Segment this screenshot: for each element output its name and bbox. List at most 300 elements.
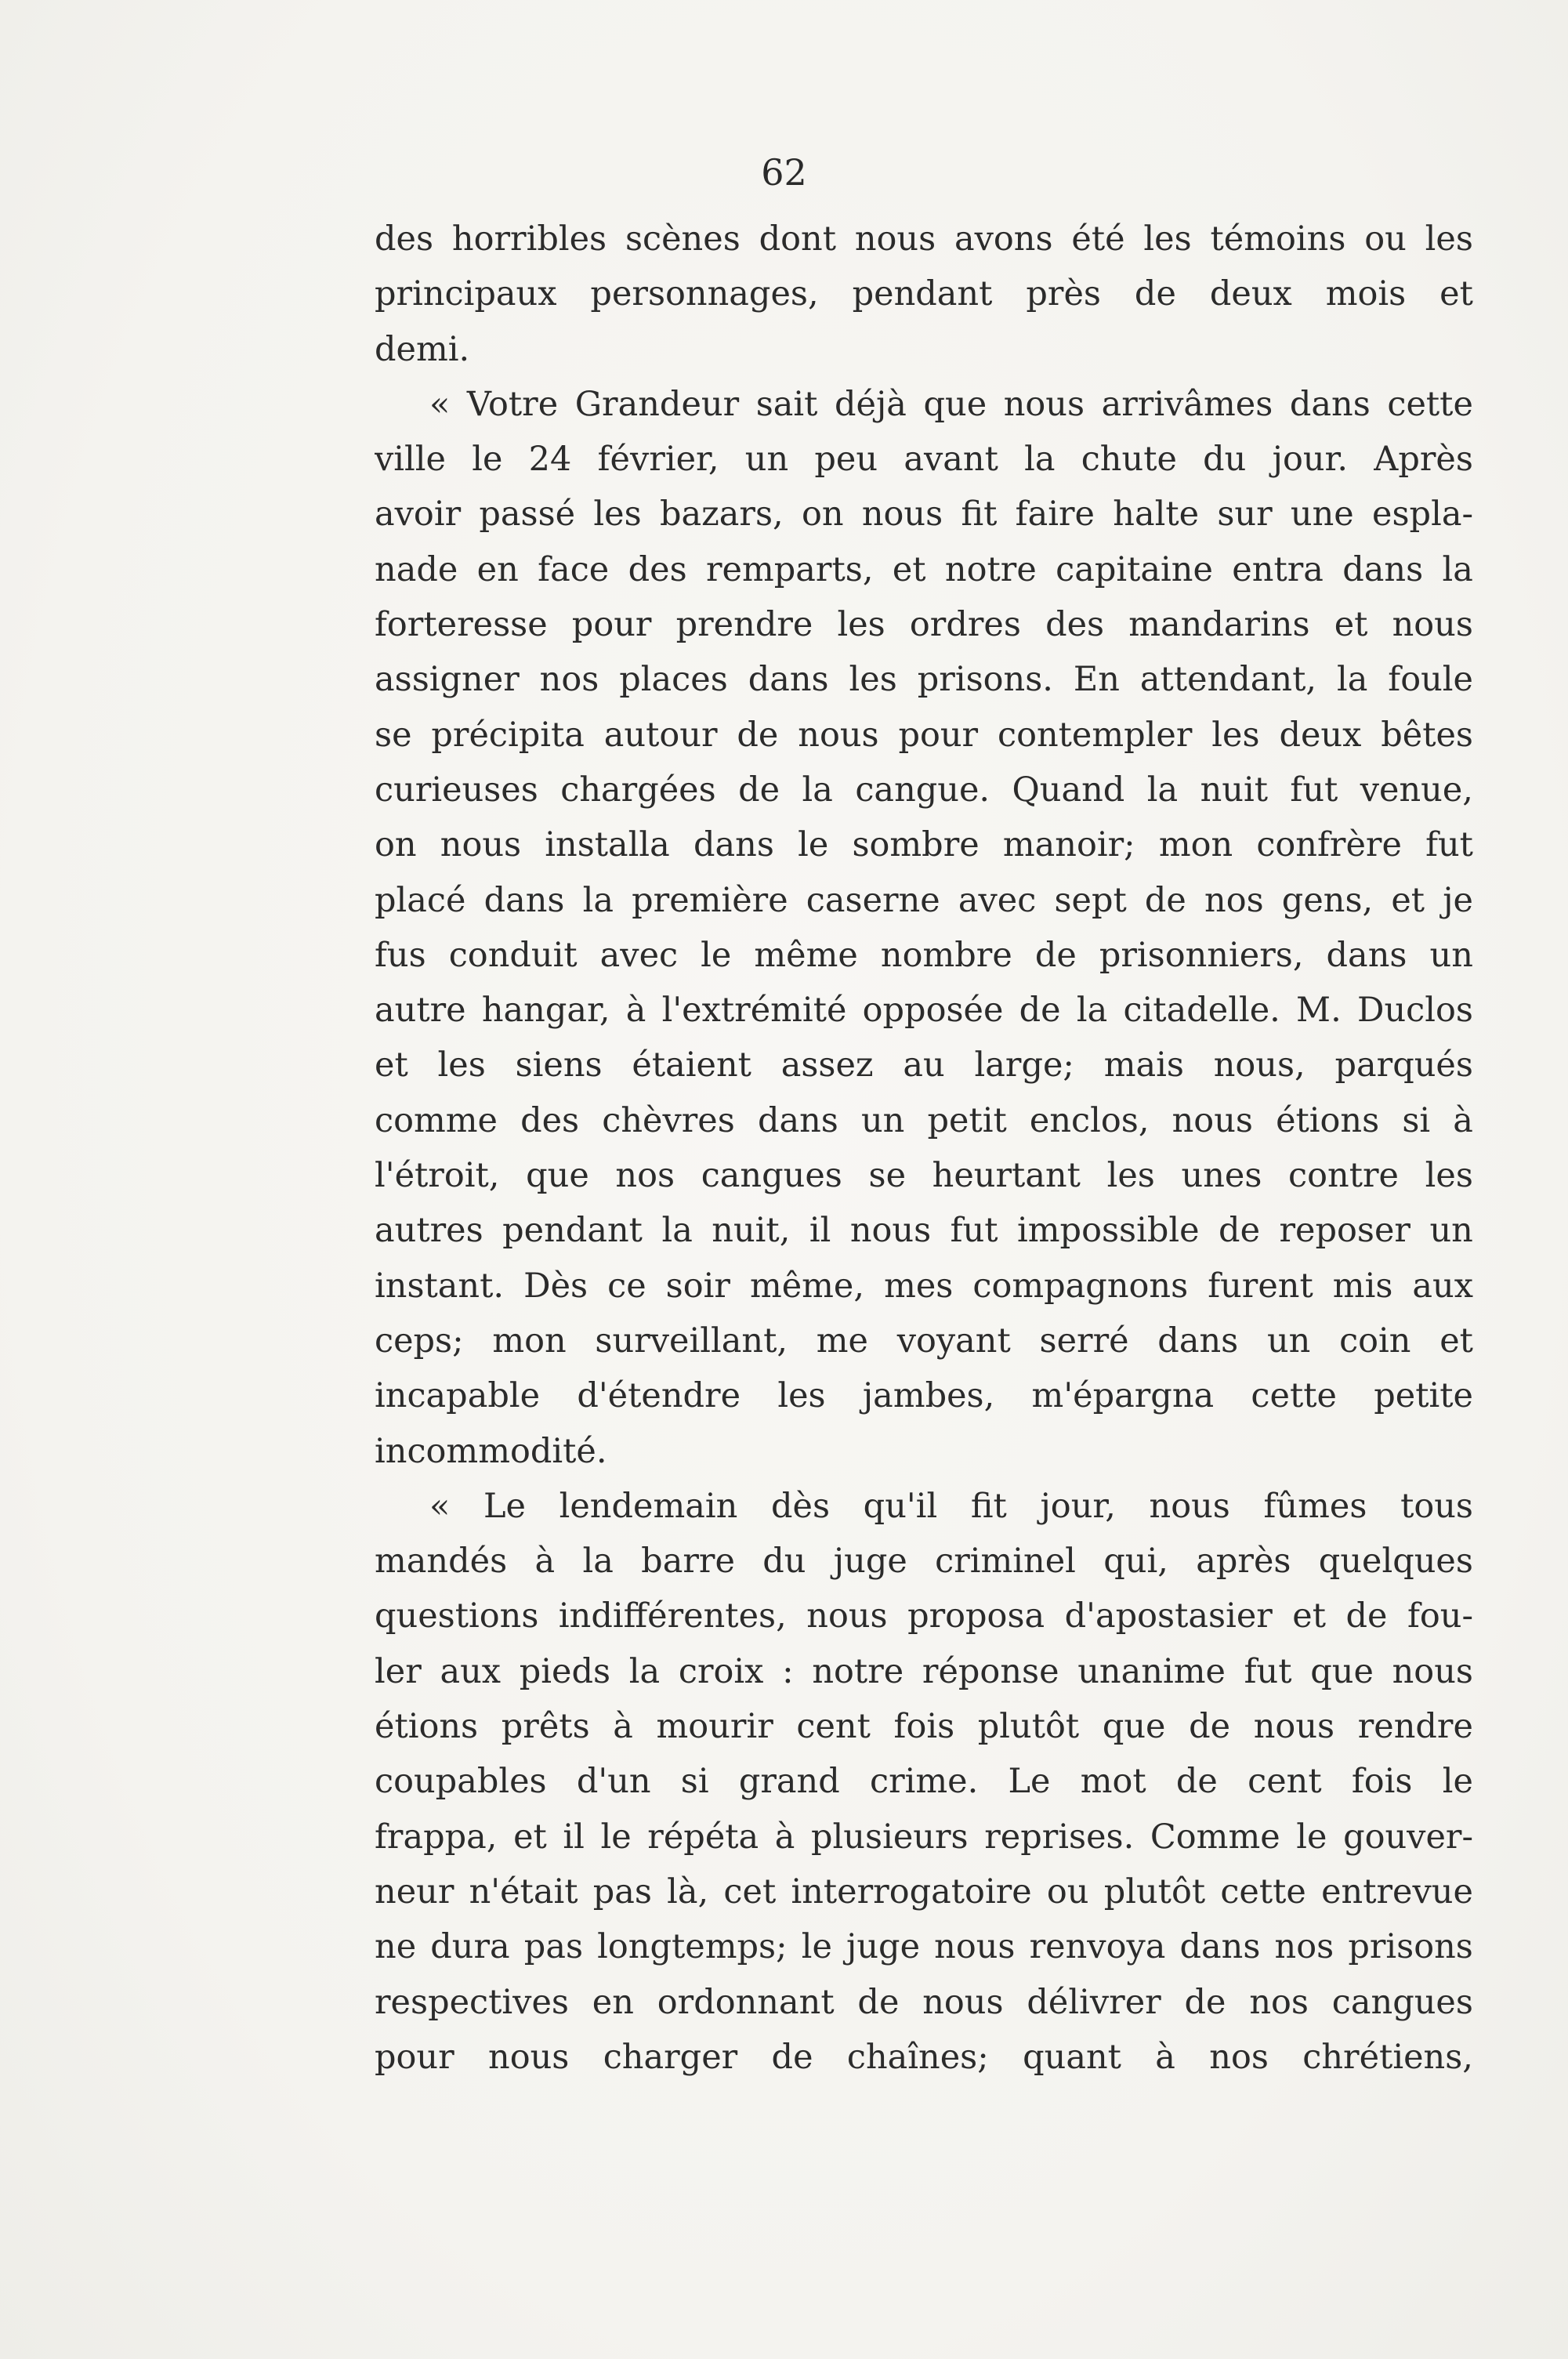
word: assigner (375, 660, 520, 700)
word: les (1211, 715, 1260, 755)
word: nous (1149, 1486, 1230, 1526)
text-line (375, 1589, 1473, 1643)
word: me (816, 1321, 868, 1361)
word: pieds (519, 1651, 611, 1691)
word: personnages, (590, 274, 819, 314)
word: pendant (502, 1211, 643, 1251)
word: unanime (1077, 1651, 1226, 1691)
word: dans (1157, 1321, 1239, 1361)
word: ville (375, 440, 446, 480)
word: le (1442, 1762, 1473, 1802)
word: En (1073, 660, 1120, 700)
word: prisonniers, (1099, 935, 1304, 975)
word: la (1024, 440, 1056, 480)
word: il (563, 1817, 585, 1857)
word: contempler (997, 715, 1193, 755)
word: cangues (701, 1156, 842, 1196)
word: nous (854, 219, 936, 259)
word: Comme (1150, 1817, 1280, 1857)
word: dans (1326, 935, 1407, 975)
word: n'était (469, 1872, 578, 1911)
word: pas (523, 1927, 584, 1967)
word: peu (814, 440, 878, 480)
word: que (1310, 1651, 1374, 1691)
word: remparts, (705, 549, 874, 589)
word: février, (597, 440, 719, 480)
word: longtemps; (597, 1927, 788, 1967)
word: de (771, 2037, 813, 2077)
word: charger (603, 2037, 738, 2077)
word: furent (1208, 1266, 1313, 1306)
word: jour. (1272, 440, 1349, 480)
word: heurtant (932, 1156, 1081, 1196)
word: on (801, 495, 844, 534)
word: même, (749, 1266, 865, 1306)
word: nous (1003, 384, 1085, 424)
word: Votre (466, 384, 559, 424)
word: et (1334, 605, 1368, 645)
word: fou- (1407, 1596, 1473, 1636)
text-line (375, 1203, 1473, 1258)
word: fit (970, 1486, 1007, 1526)
word: et (513, 1817, 547, 1857)
word: dans (1289, 384, 1371, 424)
word: là, (667, 1872, 709, 1911)
word: nous (488, 2037, 570, 2077)
text-line (375, 597, 1473, 652)
word: chute (1081, 440, 1177, 480)
word: Le (483, 1486, 526, 1526)
word: criminel (935, 1542, 1076, 1582)
word: nous (440, 825, 522, 865)
word: sur (1217, 495, 1273, 534)
word: capitaine (1056, 549, 1213, 589)
word: ou (1046, 1872, 1089, 1911)
word: nuit, (712, 1211, 791, 1251)
word: renvoya (1029, 1927, 1166, 1967)
word: les (437, 1045, 486, 1085)
word: nous (1392, 1651, 1473, 1691)
word: cangues (1331, 1982, 1473, 2022)
word: et (1439, 1321, 1473, 1361)
word: barre (641, 1542, 735, 1582)
word: Duclos (1356, 991, 1473, 1031)
word: à (534, 1542, 556, 1582)
word: étions (1276, 1100, 1380, 1140)
word: horribles (451, 219, 607, 259)
word: ordres (909, 605, 1021, 645)
word: cangue. (855, 770, 990, 810)
word: les (777, 1376, 826, 1416)
word: hangar, (481, 991, 610, 1031)
word: fit (961, 495, 998, 534)
word: chargées (560, 770, 716, 810)
word: et (375, 1045, 408, 1085)
word: m'épargna (1031, 1376, 1215, 1416)
word: fut (1425, 825, 1473, 865)
word: un (1429, 1211, 1473, 1251)
word: tous (1400, 1486, 1473, 1526)
word: avoir (375, 495, 462, 534)
word: fut (1290, 770, 1338, 810)
word: nous (1171, 1100, 1253, 1140)
word: frappa, (375, 1817, 498, 1857)
word: les (1425, 1156, 1473, 1196)
word: cet (723, 1872, 777, 1911)
word: petit (927, 1100, 1007, 1140)
word: nos (1274, 1927, 1334, 1967)
word: fut (950, 1211, 998, 1251)
word: soir (665, 1266, 730, 1306)
word: Dès (523, 1266, 588, 1306)
word: dura (430, 1927, 510, 1967)
page-number: 62 (761, 151, 807, 194)
word: bazars, (659, 495, 784, 534)
word: de (737, 715, 779, 755)
word: placé (375, 880, 466, 920)
word: reposer (1279, 1211, 1410, 1251)
word: mais (1103, 1045, 1184, 1085)
word: curieuses (375, 770, 538, 810)
word: demi. (375, 329, 470, 369)
word: faire (1015, 495, 1095, 534)
word: prêts (501, 1707, 590, 1747)
word: fois (1351, 1762, 1413, 1802)
word: autre (375, 991, 466, 1031)
word: respectives (375, 1982, 569, 2022)
word: dans (1179, 1927, 1261, 1967)
word: voyant (896, 1321, 1011, 1361)
word: ce (607, 1266, 646, 1306)
text-line (375, 1368, 1473, 1423)
word: nos (1209, 2037, 1269, 2077)
word: quelques (1318, 1542, 1473, 1582)
word: l'étroit, (375, 1156, 500, 1196)
text-line (375, 266, 1473, 321)
text-line (375, 1699, 1473, 1754)
word: entra (1232, 549, 1324, 589)
word: mandarins (1128, 605, 1310, 645)
word: le (798, 825, 829, 865)
word: de (1034, 935, 1077, 975)
word: avons (954, 219, 1053, 259)
word: entrevue (1321, 1872, 1473, 1911)
word: et (892, 549, 926, 589)
word: le (1296, 1817, 1327, 1857)
word: assez (780, 1045, 874, 1085)
word: des (375, 219, 434, 259)
word: en (476, 549, 519, 589)
word: instant. (375, 1266, 505, 1306)
word: bêtes (1381, 715, 1473, 755)
word: le (600, 1817, 632, 1857)
word: neur (375, 1872, 454, 1911)
word: arrivâmes (1101, 384, 1273, 424)
word: deux (1209, 274, 1292, 314)
word: plutôt (1103, 1872, 1206, 1911)
word: interrogatoire (791, 1872, 1032, 1911)
word: les (1106, 1156, 1155, 1196)
word: gouver- (1343, 1817, 1473, 1857)
word: mourir (656, 1707, 773, 1747)
word: plusieurs (811, 1817, 969, 1857)
word: cette (1387, 384, 1473, 424)
word: que (923, 384, 987, 424)
word: face (538, 549, 610, 589)
word: opposée (862, 991, 1004, 1031)
word: première (632, 880, 788, 920)
word: crime. (870, 1762, 979, 1802)
word: proposa (907, 1596, 1045, 1636)
word: confrère (1256, 825, 1402, 865)
word: sait (755, 384, 818, 424)
word: large; (974, 1045, 1074, 1085)
word: coin (1339, 1321, 1411, 1361)
word: pour (375, 2037, 454, 2077)
text-line (375, 322, 1473, 377)
text-line (375, 1479, 1473, 1534)
text-line (375, 873, 1473, 928)
word: incommodité. (375, 1431, 607, 1471)
word: cent (796, 1707, 871, 1747)
word: prisons. (917, 660, 1053, 700)
word: des (628, 549, 687, 589)
word: nos (1204, 880, 1264, 920)
word: nous (922, 1982, 1004, 2022)
word: le (472, 440, 503, 480)
word: les (1143, 219, 1192, 259)
text-line (375, 1534, 1473, 1589)
word: dans (693, 825, 774, 865)
word: la (582, 1542, 614, 1582)
text-line (375, 1314, 1473, 1368)
word: pas (592, 1872, 652, 1911)
word: d'étendre (577, 1376, 741, 1416)
word: : (782, 1651, 794, 1691)
word: la (661, 1211, 693, 1251)
text-line (375, 542, 1473, 597)
word: un (744, 440, 789, 480)
word: après (1196, 1542, 1291, 1582)
word: foule (1388, 660, 1473, 700)
word: lendemain (559, 1486, 738, 1526)
word: de (1019, 991, 1061, 1031)
word: délivrer (1027, 1982, 1161, 2022)
word: Quand (1012, 770, 1125, 810)
word: principaux (375, 274, 557, 314)
word: ne (375, 1927, 417, 1967)
word: un (1266, 1321, 1311, 1361)
word: de (1134, 274, 1176, 314)
word: forteresse (375, 605, 548, 645)
word: surveillant, (595, 1321, 788, 1361)
word: chrétiens, (1302, 2037, 1473, 2077)
word: témoins (1210, 219, 1346, 259)
text-line (375, 1424, 1473, 1479)
word: la (1076, 991, 1108, 1031)
word: aux (440, 1651, 502, 1691)
word: à (1453, 1100, 1473, 1140)
word: été (1071, 219, 1125, 259)
word: et (1439, 274, 1473, 314)
word: réponse (922, 1651, 1059, 1691)
word: nous (934, 1927, 1016, 1967)
word: qui, (1103, 1542, 1168, 1582)
text-line (375, 1644, 1473, 1699)
word: de (1184, 1982, 1226, 2022)
word: la (582, 880, 614, 920)
word: ou (1364, 219, 1407, 259)
word: mis (1332, 1266, 1393, 1306)
word: rendre (1357, 1707, 1473, 1747)
word: jour, (1040, 1486, 1116, 1526)
word: autour (603, 715, 718, 755)
word: fut (1244, 1651, 1292, 1691)
word: nous (1392, 605, 1473, 645)
word: nos (615, 1156, 675, 1196)
word: questions (375, 1596, 539, 1636)
word: prisons (1348, 1927, 1473, 1967)
word: nous (861, 495, 943, 534)
word: à (625, 991, 646, 1031)
word: pendant (852, 274, 993, 314)
word: de (1189, 1707, 1231, 1747)
word: nos (1249, 1982, 1309, 2022)
word: précipita (431, 715, 585, 755)
word: caserne (806, 880, 940, 920)
word: l'extrémité (661, 991, 847, 1031)
word: petite (1374, 1376, 1473, 1416)
word: la (1336, 660, 1368, 700)
word: se (375, 715, 412, 755)
text-line (375, 1975, 1473, 2030)
word: serré (1039, 1321, 1129, 1361)
word: la (1442, 549, 1473, 589)
word: cette (1220, 1872, 1306, 1911)
word: contre (1288, 1156, 1399, 1196)
word: nous (849, 1211, 932, 1251)
word: chèvres (602, 1100, 735, 1140)
word: impossible (1017, 1211, 1200, 1251)
text-line (375, 1148, 1473, 1203)
word: en (592, 1982, 634, 2022)
word: près (1026, 274, 1101, 314)
word: répéta (647, 1817, 759, 1857)
word: incapable (375, 1376, 541, 1416)
word: un (860, 1100, 905, 1140)
word: cette (1251, 1376, 1337, 1416)
word: nuit (1200, 770, 1268, 810)
word: dans (757, 1100, 838, 1140)
word: nos (539, 660, 599, 700)
word: mandés (375, 1542, 508, 1582)
word: siens (515, 1045, 603, 1085)
word: mot (1080, 1762, 1146, 1802)
word: de (857, 1982, 900, 2022)
word: les (837, 605, 885, 645)
word: il (809, 1211, 831, 1251)
word: nous, (1213, 1045, 1305, 1085)
word: coupables (375, 1762, 547, 1802)
word: scènes (625, 219, 741, 259)
word: d'un (576, 1762, 651, 1802)
word: sombre (852, 825, 980, 865)
word: mois (1325, 274, 1407, 314)
word: reprises. (984, 1817, 1135, 1857)
word: avec (599, 935, 679, 975)
word: parqués (1334, 1045, 1473, 1085)
word: même (754, 935, 858, 975)
word: indifférentes, (558, 1596, 787, 1636)
word: le (701, 935, 732, 975)
word: comme (375, 1100, 498, 1140)
text-line (375, 432, 1473, 487)
word: citadelle. (1123, 991, 1280, 1031)
word: nous (806, 1596, 888, 1636)
text-line (375, 708, 1473, 763)
word: nous (798, 715, 879, 755)
word: de (1175, 1762, 1218, 1802)
word: avant (904, 440, 998, 480)
word: d'apostasier (1064, 1596, 1273, 1636)
word: grand (738, 1762, 840, 1802)
word: venue, (1360, 770, 1473, 810)
text-line (375, 2030, 1473, 2085)
word: si (680, 1762, 709, 1802)
word: jambes, (862, 1376, 995, 1416)
word: mon (1158, 825, 1233, 865)
word: « (429, 1486, 451, 1526)
word: des (520, 1100, 580, 1140)
word: se (868, 1156, 907, 1196)
word: manoir; (1002, 825, 1135, 865)
word: déjà (835, 384, 907, 424)
word: que (526, 1156, 589, 1196)
word: les (593, 495, 642, 534)
word: dès (770, 1486, 831, 1526)
word: mes (884, 1266, 954, 1306)
word: étaient (632, 1045, 751, 1085)
word: ordonnant (657, 1982, 835, 2022)
word: de (1144, 880, 1186, 920)
word: dont (759, 219, 836, 259)
word: les (1425, 219, 1473, 259)
text-line (375, 1754, 1473, 1809)
word: à (774, 1817, 795, 1857)
word: pour (571, 605, 652, 645)
word: nade (375, 549, 458, 589)
word: notre (944, 549, 1037, 589)
text-line (375, 983, 1473, 1038)
word: au (903, 1045, 945, 1085)
word: prendre (675, 605, 813, 645)
word: avec (958, 880, 1037, 920)
text-line (375, 1864, 1473, 1919)
word: dans (483, 880, 565, 920)
word: le (801, 1927, 832, 1967)
word: conduit (448, 935, 578, 975)
word: mon (492, 1321, 567, 1361)
word: de (738, 770, 780, 810)
word: gens, (1281, 880, 1374, 920)
text-line (375, 1038, 1473, 1093)
word: fûmes (1263, 1486, 1367, 1526)
word: autres (375, 1211, 483, 1251)
word: places (619, 660, 728, 700)
word: une (1290, 495, 1354, 534)
word: nous (1253, 1707, 1335, 1747)
word: halte (1113, 495, 1200, 534)
